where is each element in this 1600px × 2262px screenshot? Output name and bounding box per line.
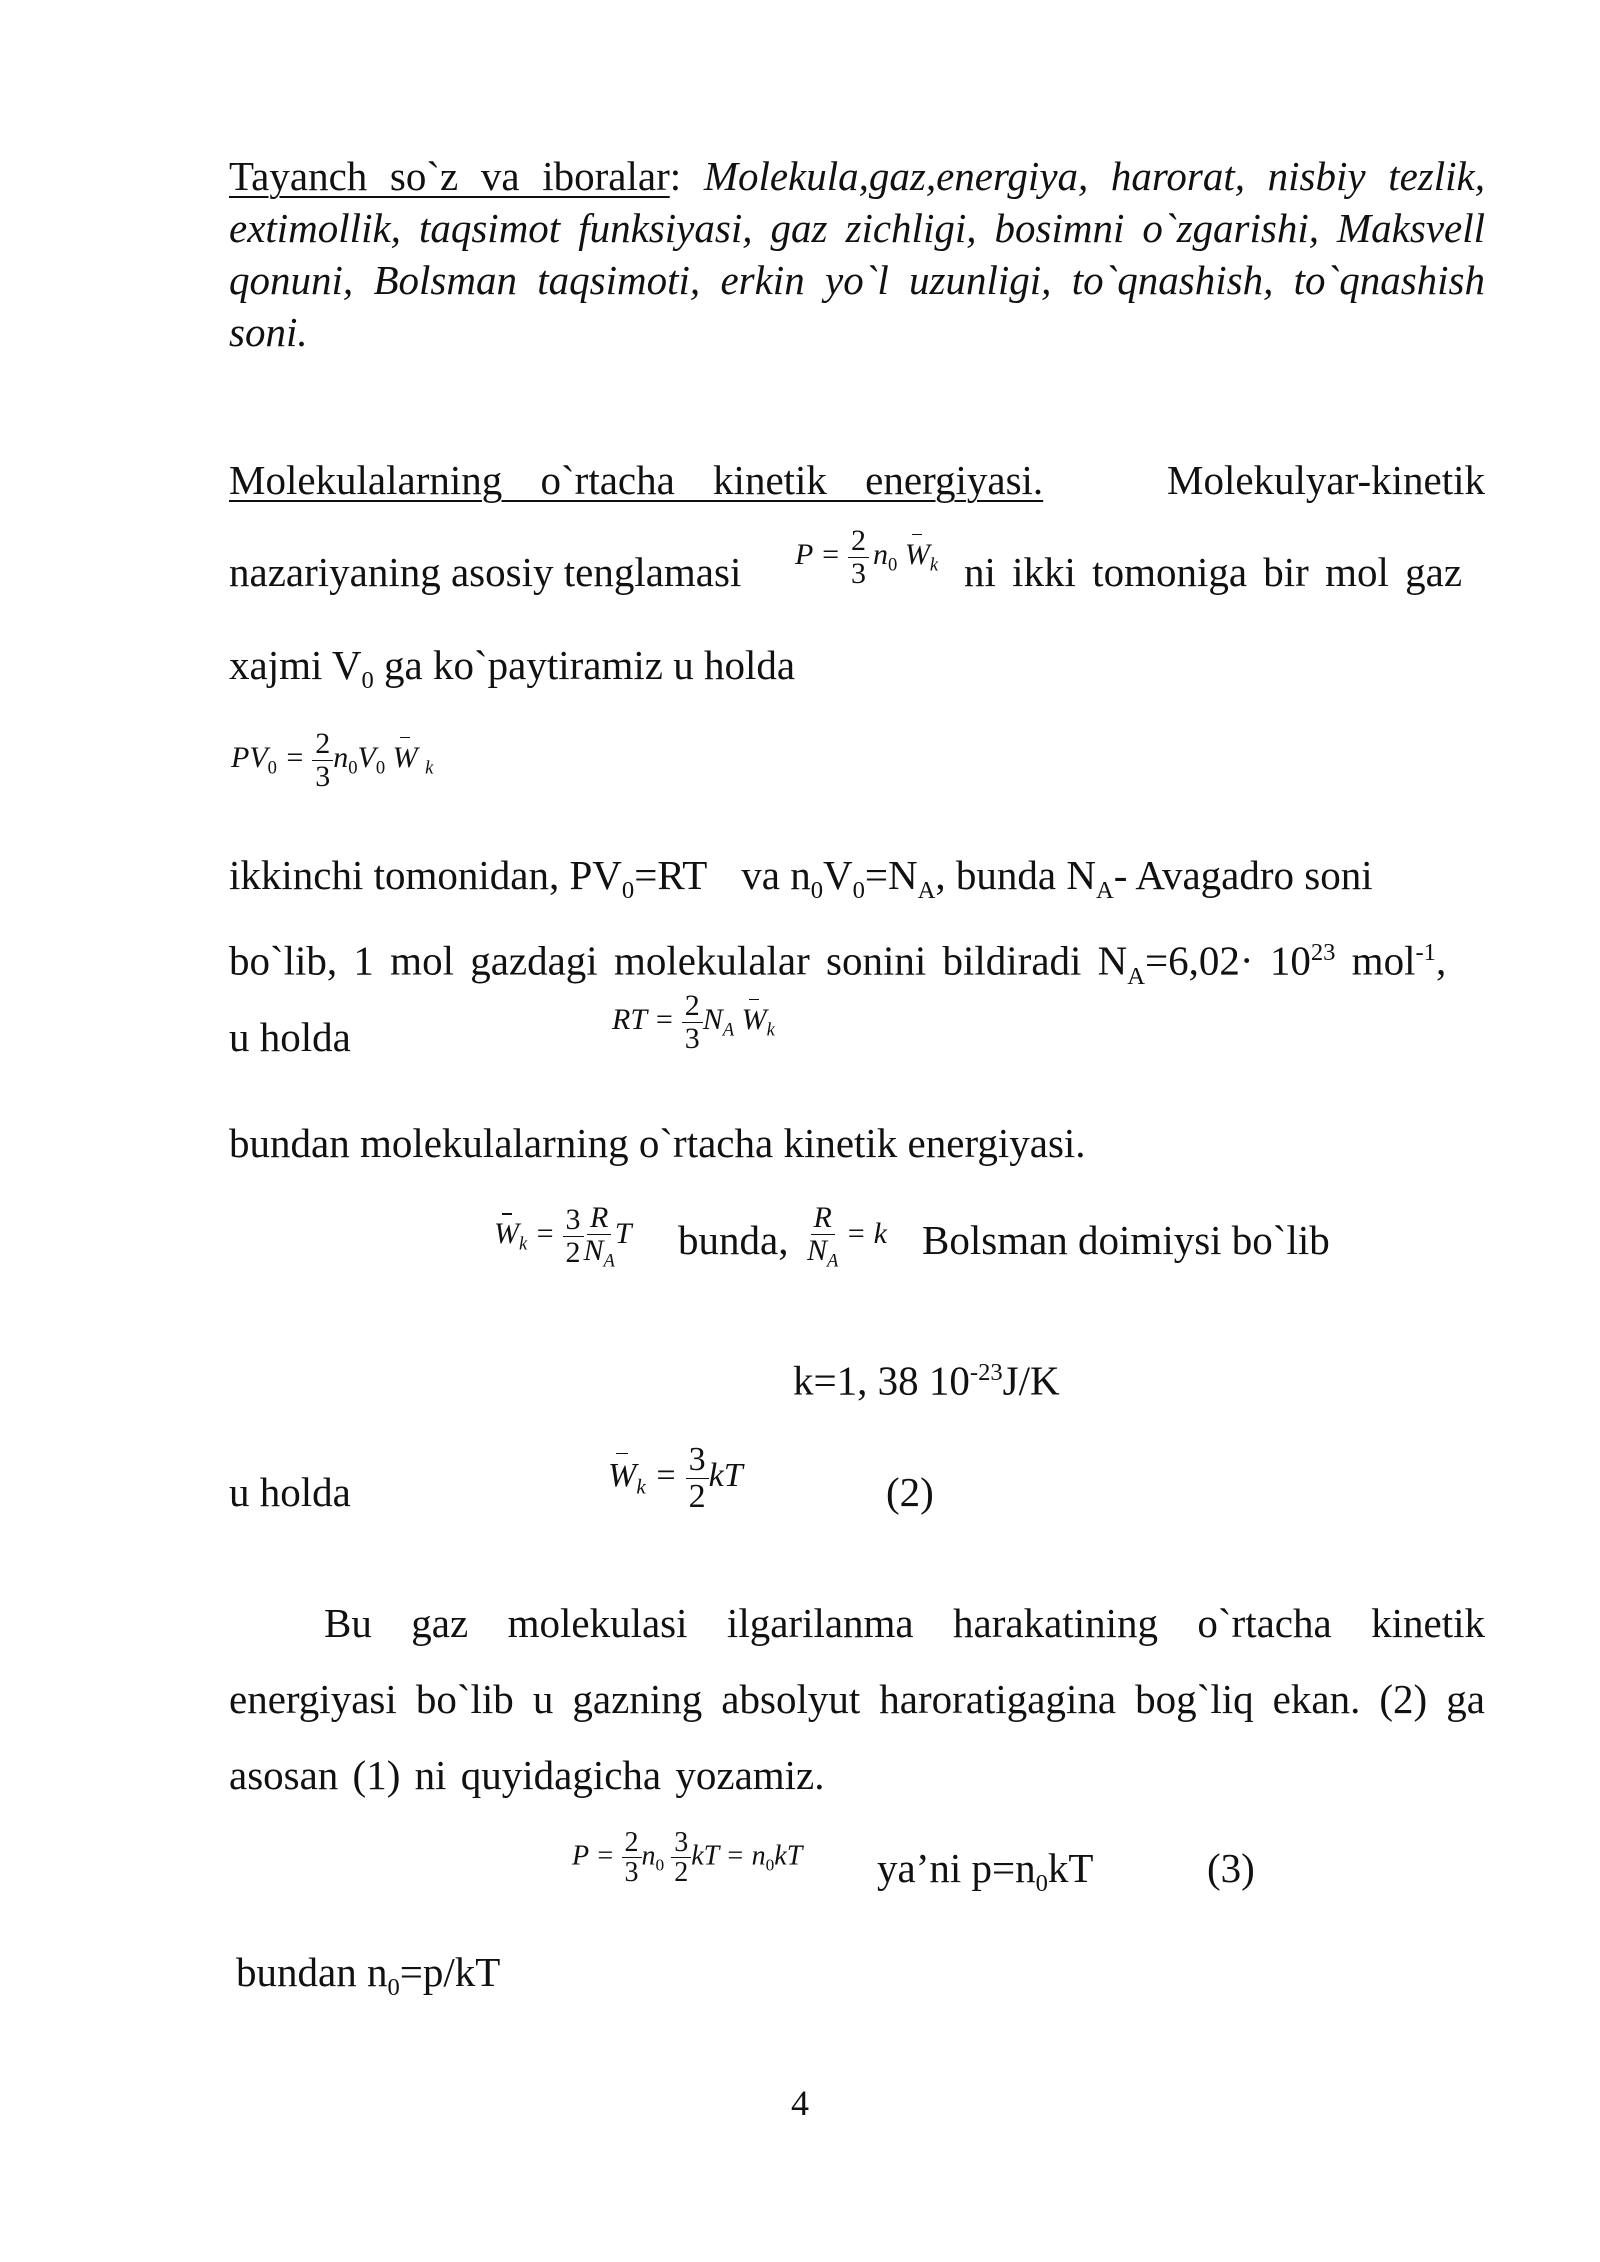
para3: Bu gaz molekulasi ilgarilanma harakatining o`rtacha kinetik energiyasi bo`lib u gazning absolyut haroratigagina bog`liq ekan. (2) ga asosan (1) ni quyidagicha yozamiz. — [229, 1600, 1485, 1798]
yani-a: ya’ni p=n — [877, 1845, 1036, 1891]
eq2-label: (2) — [886, 1469, 934, 1515]
yani-b: kT — [1047, 1845, 1094, 1891]
section-heading-text: Molekulalarning o`rtacha kinetik energiyasi. — [229, 457, 1044, 503]
line3-text: xajmi V — [229, 642, 362, 688]
section-heading — [229, 455, 1097, 505]
section-line3 — [229, 640, 795, 706]
p2-l2-sup: 23 — [1310, 939, 1336, 966]
formula-r-na-k: $\frac{R}{N_A}$ = k — [807, 1201, 887, 1271]
bundan2-sub: 0 — [387, 1974, 400, 2002]
section-heading-after: Molekulyar-kinetik — [1167, 457, 1485, 503]
p2-l2-sub: A — [1127, 962, 1146, 990]
p2-l2-sup2: -1 — [1415, 939, 1436, 966]
formula-pv0: $PV_0$ = $\frac{2}{3}$ $n_0V_0$ W $_k$ — [231, 727, 434, 793]
para2-line2 — [229, 928, 1485, 1002]
bundan-n0 — [236, 1947, 500, 2013]
bundan2-a: bundan n — [236, 1949, 388, 1995]
bundan-line: bundan molekulalarning o`rtacha kinetik energiyasi. — [229, 1120, 1086, 1166]
formula-basic-equation: P = $\frac{2}{3}$ $n_0$ $W_k$ — [795, 524, 939, 590]
keywords-label: Tayanch so`z va iboralar — [229, 153, 670, 199]
line3-sub: 0 — [361, 667, 374, 695]
u-holda-1: u holda — [229, 1014, 351, 1060]
kconst-sup: -23 — [969, 1359, 1003, 1386]
keywords-text: Molekula,gaz,energiya, harorat, nisbiy tezlik, extimollik, taqsimot funksiyasi, gaz zichligi, bosimni o`zgarishi, Maksvell qonuni, Bolsman taqsimoti, erkin yo`l uzunligi, to`qnashish, to`qnashish soni. — [229, 153, 1485, 355]
k-constant — [793, 1348, 1060, 1406]
line3-end: ga ko`paytiramiz u holda — [373, 642, 796, 688]
p2-sub1: 0 — [621, 877, 635, 905]
formula-p-n0kt: P = $\frac{2}{3}$ $n_0$ $\frac{3}{2}$ kT = $n_0kT$ — [572, 1827, 803, 1889]
p2-l2-a: bo`lib, 1 mol gazdagi molekulalar sonini bildiradi N — [229, 937, 1128, 984]
p2-a: ikkinchi tomonidan, PV — [229, 852, 622, 898]
yani-text — [877, 1843, 1093, 1909]
p2-d: V — [823, 852, 853, 898]
p2-e: =N — [864, 852, 918, 898]
p2-sub4: A — [917, 877, 936, 905]
p2-c: va n — [741, 852, 811, 898]
bunda-text: bunda, — [678, 1217, 789, 1263]
keywords-colon: : — [669, 153, 682, 199]
para2-line1 — [229, 850, 1485, 916]
section-line2-start: nazariyaning asosiy tenglamasi — [229, 549, 742, 595]
p2-g: - Avagadro soni — [1113, 852, 1373, 898]
p2-f: , bunda N — [935, 852, 1096, 898]
para2-l1-left — [229, 850, 1373, 916]
p2-sub3: 0 — [852, 877, 865, 905]
p2-sub2: 0 — [810, 877, 824, 905]
formula-wk-r-na: $W_k$ = $\frac{3}{2}$ $\frac{R}{N_A}$ T — [494, 1201, 632, 1271]
kconst-b: J/K — [1002, 1357, 1060, 1404]
p2-l2-c: mol — [1335, 937, 1416, 984]
p2-l2-b: =6,02· 10 — [1145, 937, 1311, 984]
page-number: 4 — [791, 2083, 809, 2123]
bolsman-text: Bolsman doimiysi bo`lib — [922, 1217, 1330, 1263]
formula-wk-kt: $W_k$ = $\frac{3}{2}$ kT — [608, 1441, 743, 1515]
u-holda-2: u holda — [229, 1469, 351, 1515]
yani-sub: 0 — [1035, 1870, 1048, 1898]
eq3-label: (3) — [1207, 1845, 1255, 1891]
section-heading-line — [229, 455, 1485, 505]
p2-sub5: A — [1095, 877, 1114, 905]
bundan2-b: =p/kT — [399, 1949, 501, 1995]
keywords-paragraph — [229, 150, 1485, 358]
p2-b: =RT — [634, 852, 708, 898]
formula-rt: RT = $\frac{2}{3}$ $N_A$ $W_k$ — [612, 989, 775, 1055]
kconst-a: k=1, 38 10 — [793, 1357, 970, 1404]
section-line2-end: ni ikki tomoniga bir mol gaz — [964, 549, 1463, 595]
p2-l2-d: , — [1435, 937, 1447, 984]
